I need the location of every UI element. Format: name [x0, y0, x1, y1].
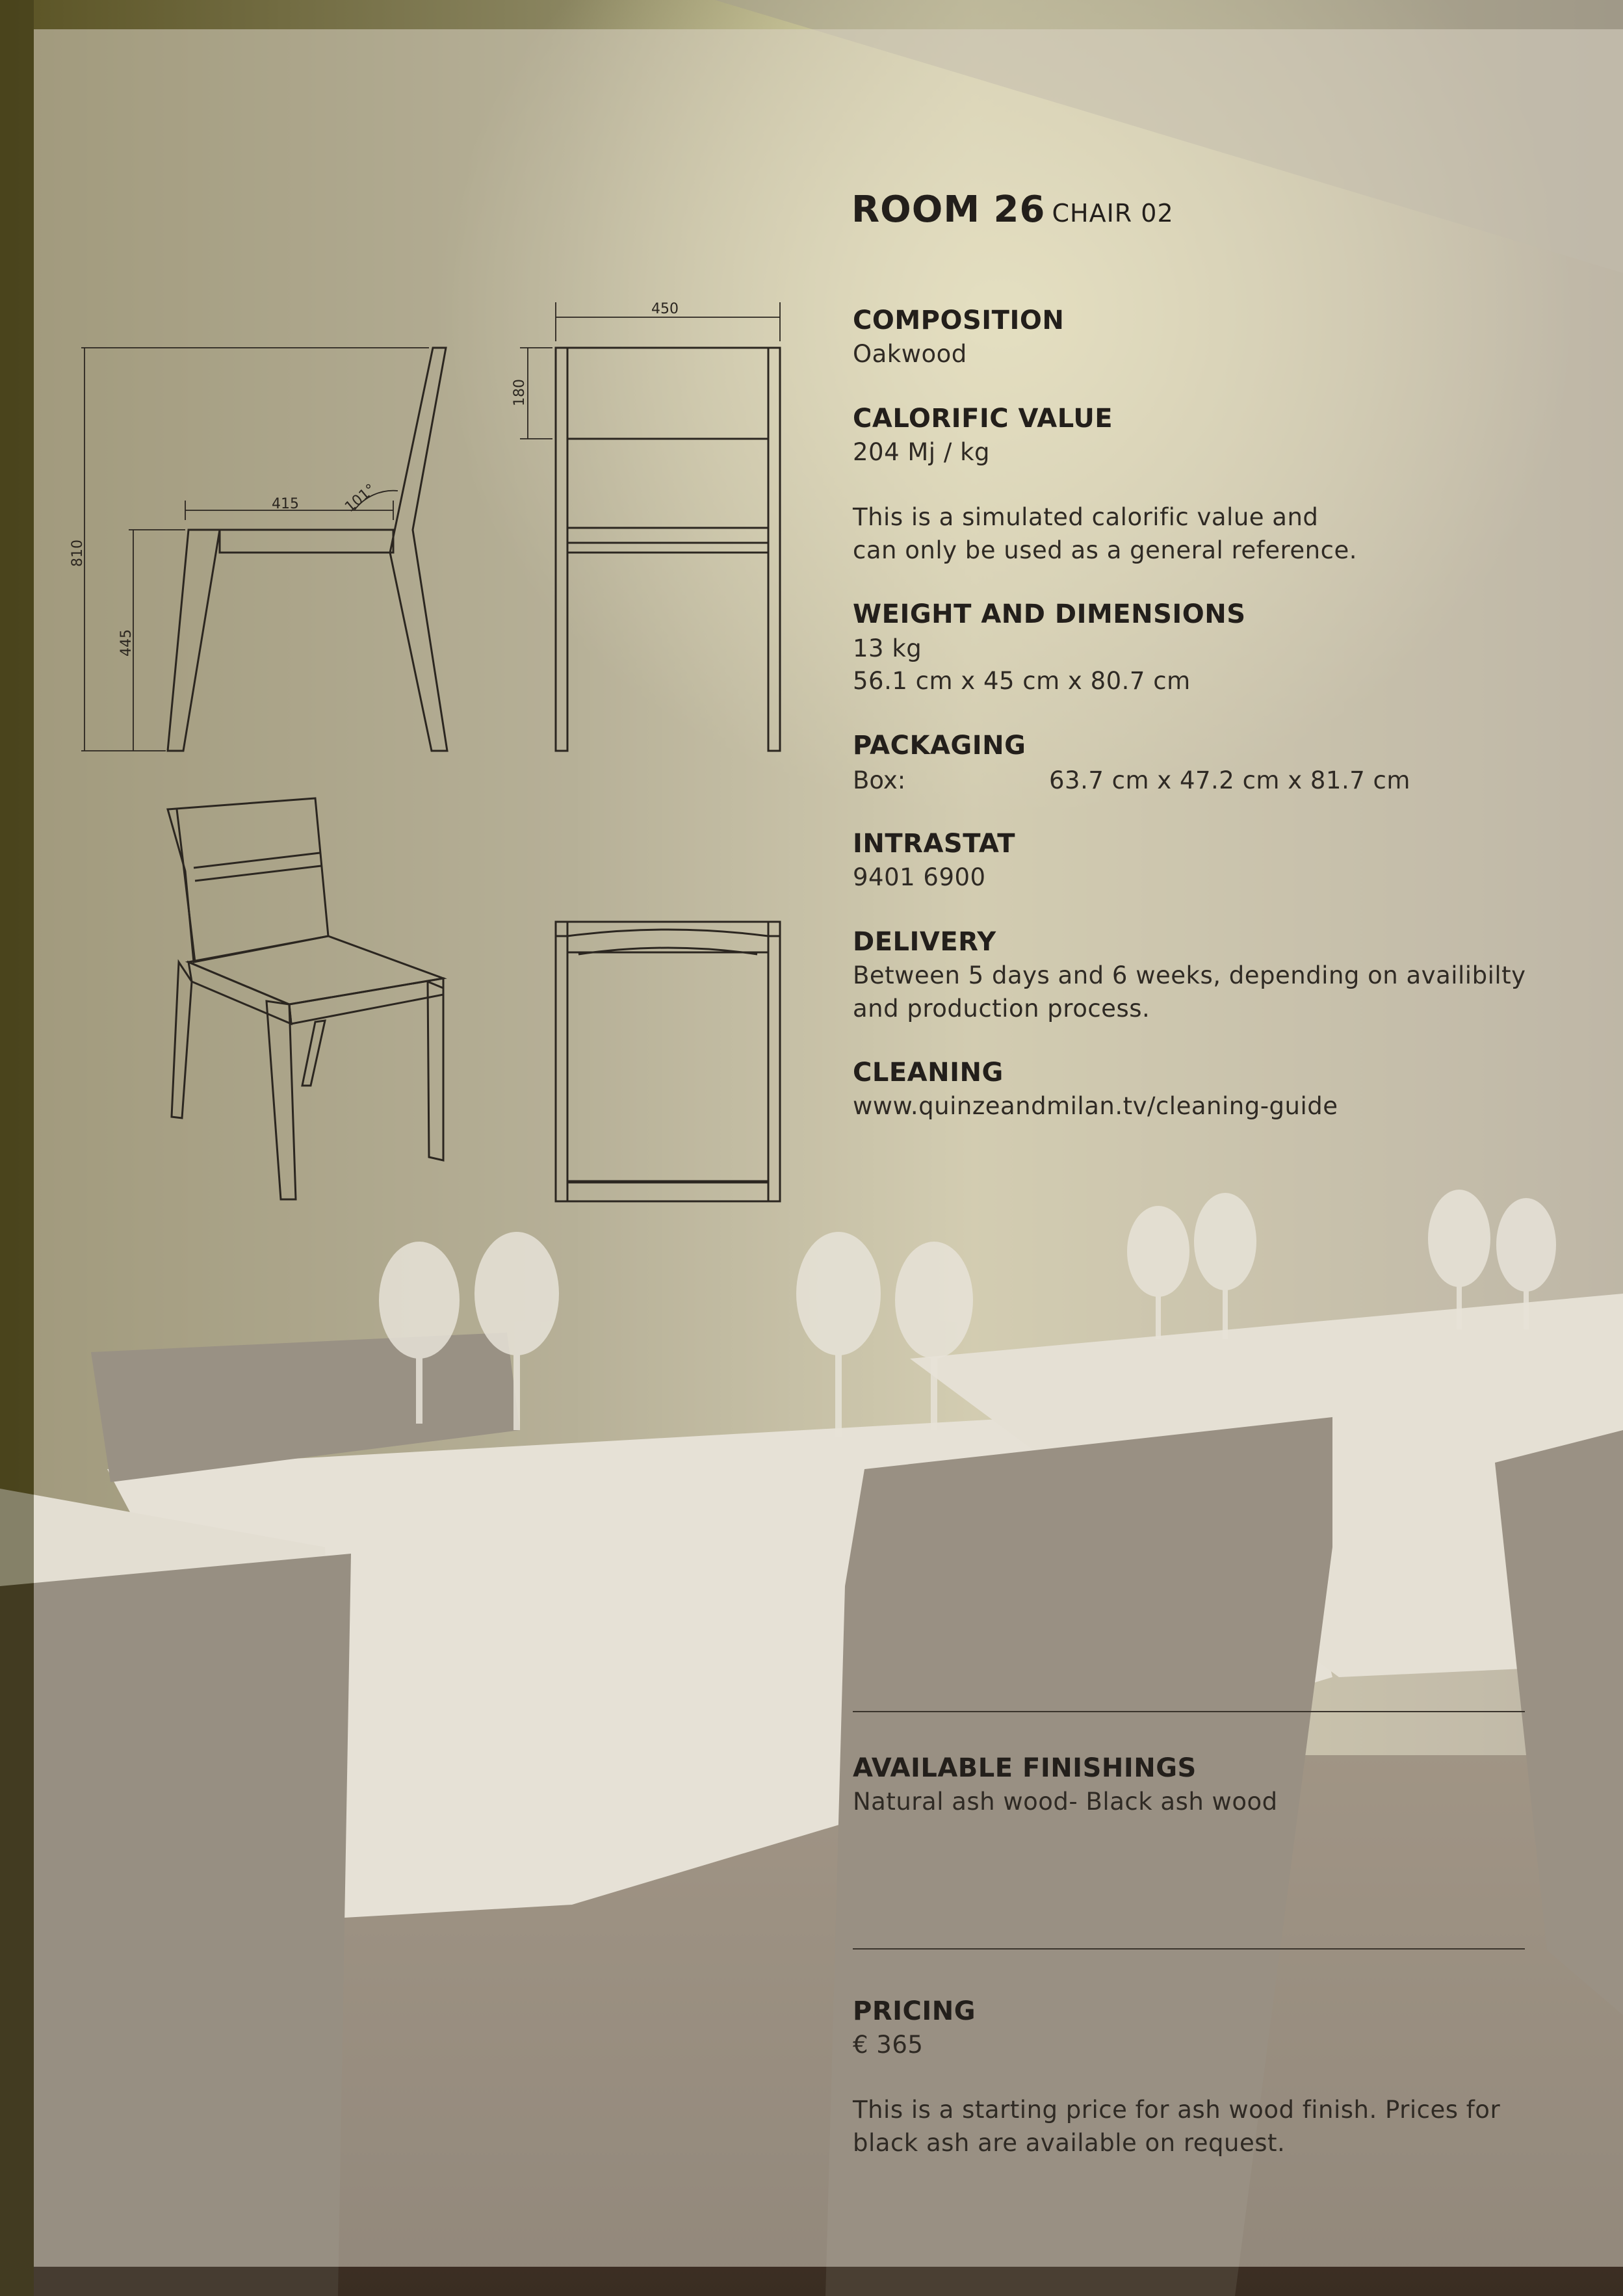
delivery-line2: and production process. [853, 995, 1150, 1023]
pricing-value: € 365 [853, 2031, 924, 2059]
dim-angle: 101° [342, 480, 379, 516]
dim-seat-depth: 415 [272, 496, 299, 512]
weight-value: 13 kg [853, 634, 922, 662]
collection-name: ROOM 26 [851, 189, 1046, 231]
dim-seat-height: 445 [118, 629, 135, 657]
packaging-label: Box: [853, 766, 906, 794]
side-view-drawing [81, 348, 447, 751]
calorific-value: 204 Mj / kg [853, 438, 990, 466]
intrastat-value: 9401 6900 [853, 863, 986, 891]
calorific-note-line1: This is a simulated calorific value and [853, 503, 1319, 531]
cleaning-heading: CLEANING [853, 1058, 1004, 1088]
cleaning-link[interactable]: www.quinzeandmilan.tv/cleaning-guide [853, 1092, 1338, 1120]
packaging-value: 63.7 cm x 47.2 cm x 81.7 cm [1049, 766, 1410, 794]
pricing-note-line2: black ash are available on request. [853, 2129, 1286, 2157]
divider-top [853, 1711, 1525, 1712]
delivery-heading: DELIVERY [853, 927, 996, 957]
dim-width: 450 [651, 301, 679, 317]
delivery-line1: Between 5 days and 6 weeks, depending on availibilty [853, 961, 1526, 989]
product-name: CHAIR 02 [1052, 199, 1174, 228]
weight-heading: WEIGHT AND DIMENSIONS [853, 599, 1246, 629]
composition-heading: COMPOSITION [853, 306, 1065, 335]
finishings-heading: AVAILABLE FINISHINGS [853, 1753, 1197, 1783]
pricing-heading: PRICING [853, 1996, 976, 2026]
dim-back-height: 180 [512, 379, 528, 406]
composition-value: Oakwood [853, 340, 967, 368]
product-title [851, 189, 1174, 231]
calorific-note-line2: can only be used as a general reference. [853, 536, 1357, 564]
divider-bottom [853, 1948, 1525, 1950]
finishings-value: Natural ash wood- Black ash wood [853, 1788, 1278, 1816]
dim-total-height: 810 [70, 540, 86, 567]
calorific-heading: CALORIFIC VALUE [853, 404, 1113, 434]
intrastat-heading: INTRASTAT [853, 829, 1016, 859]
packaging-heading: PACKAGING [853, 731, 1026, 761]
dimensions-value: 56.1 cm x 45 cm x 80.7 cm [853, 667, 1191, 695]
front-view-drawing [520, 302, 780, 751]
top-view-drawing [556, 922, 780, 1201]
perspective-view-drawing [168, 798, 443, 1199]
pricing-note-line1: This is a starting price for ash wood finish. Prices for [853, 2096, 1501, 2124]
